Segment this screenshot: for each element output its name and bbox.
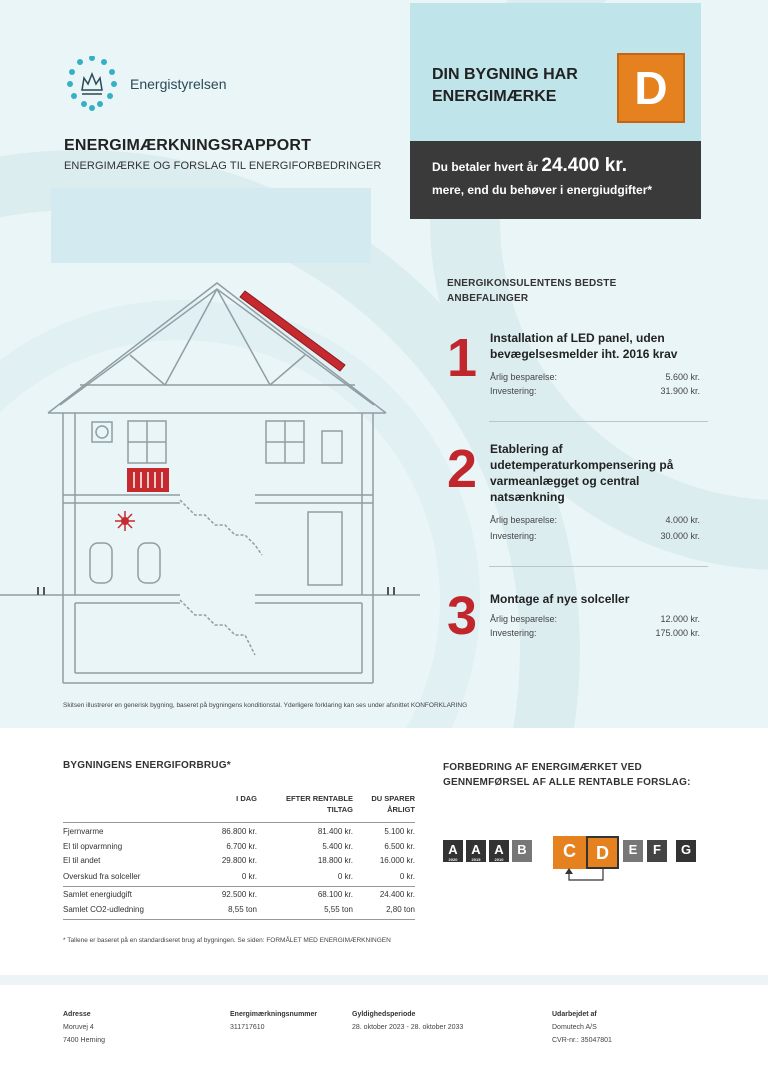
investment-label: Investering: [490,628,537,638]
row-label: El til andet [63,856,101,865]
scale-letter: B [517,842,527,857]
label-heading-line2: ENERGIMÆRKE [432,88,557,105]
investment-label: Investering: [490,531,537,541]
cost-suffix: mere, end du behøver i energiudgifter* [432,183,653,197]
table-divider [63,886,415,887]
recommendation-item [447,441,709,551]
improvement-heading [443,760,713,790]
footer-issuer-line2: CVR-nr.: 35047801 [552,1037,612,1044]
cost-line [432,155,627,177]
table-divider [63,822,415,823]
cost-amount: 24.400 kr. [541,155,627,176]
table-row [63,872,415,886]
energy-label-heading [432,64,602,108]
address-placeholder-box [51,188,371,263]
org-name: Energistyrelsen [130,76,227,92]
table-total-row [63,890,415,904]
row-save: 24.400 kr. [379,890,415,899]
savings-label: Årlig besparelse: [490,614,558,624]
row-label: Samlet CO2-udledning [63,905,144,914]
scale-letter: A [494,842,504,857]
recommendation-title: Installation af LED panel, uden bevægelsesmelder iht. 2016 krav [490,331,678,361]
recommendation-number: 1 [447,328,478,388]
improvement-heading-line2: GENNEMFØRSEL AF ALLE RENTABLE FORSLAG: [443,777,691,788]
savings-value: 12.000 kr. [660,614,700,624]
savings-value: 5.600 kr. [665,372,700,382]
recommendations-heading [447,276,677,306]
table-divider [63,919,415,920]
row-label: Samlet energiudgift [63,890,132,899]
recommendation-item [447,330,709,410]
scale-step-f [647,840,667,862]
footer-validity [352,1008,463,1034]
col-header-today [236,793,257,804]
scale-letter: E [628,842,638,857]
scale-step-b [512,840,532,862]
recommendation-title: Etablering af udetemperaturkompensering på varmeanlægget og central natsænkning [490,442,674,504]
consumption-heading: BYGNINGENS ENERGIFORBRUG* [63,760,231,771]
recommendation-title: Montage af nye solceller [490,592,630,606]
scale-letter: D [596,843,609,863]
row-label: Fjernvarme [63,827,104,836]
table-footnote: * Tallene er baseret på en standardiseret brug af bygningen. Se siden: FORMÅLET MED ENERGIMÆRKNINGEN [63,937,391,944]
investment-value: 30.000 kr. [660,531,700,541]
recommendation-number: 3 [447,586,478,646]
scale-step-a2020 [443,840,463,862]
recommendations-heading-line1: ENERGIKONSULENTENS BEDSTE [447,278,617,289]
energy-grade-badge: D [617,53,685,123]
footer-label-number [230,1008,317,1034]
scale-step-a2010 [489,840,509,862]
scale-sub: 2010 [494,857,504,862]
improvement-arrow-icon [561,868,611,886]
footer-issuer [552,1008,612,1047]
row-after: 5,55 ton [324,905,353,914]
scale-step-g [676,840,696,862]
scale-letter: A [448,842,458,857]
footer-issuer-line1: Domutech A/S [552,1024,597,1031]
scale-sub: 2015 [471,857,481,862]
recommendation-number: 2 [447,439,478,499]
footer-address [63,1008,105,1047]
savings-label: Årlig besparelse: [490,515,558,525]
house-illustration [0,275,420,695]
footer-address-line2: 7400 Herning [63,1037,106,1044]
investment-value: 175.000 kr. [655,628,700,638]
row-save: 16.000 kr. [379,856,415,865]
col-header-save-line1: DU SPARER [371,794,415,803]
col-header-after-line1: EFTER RENTABLE [286,794,353,803]
footer-validity-label: Gyldighedsperiode [352,1011,416,1018]
energy-scale [443,836,703,886]
row-today: 92.500 kr. [221,890,257,899]
divider [489,421,708,422]
recommendation-item [447,588,709,648]
savings-label: Årlig besparelse: [490,372,558,382]
cost-panel [410,141,701,219]
col-header-save-line2: ÅRLIGT [387,805,415,814]
row-today: 8,55 ton [228,905,257,914]
row-today: 29.800 kr. [221,856,257,865]
table-row [63,842,415,856]
table-row [63,856,415,870]
divider [489,566,708,567]
scale-letter: C [563,841,576,861]
row-after: 68.100 kr. [317,890,353,899]
scale-step-c-target [553,836,586,869]
savings-value: 4.000 kr. [665,515,700,525]
row-today: 6.700 kr. [226,842,257,851]
scale-sub: 2020 [448,857,458,862]
table-row [63,827,415,841]
house-illustration-note: Skitsen illustrerer en generisk bygning, baseret på bygningens konditionstal. Yderligere forklaring kan ses under afsnittet KONFORKLARING [63,702,468,709]
col-header-after [286,793,353,815]
scale-letter: G [680,842,692,857]
recommendations-heading-line2: ANBEFALINGER [447,293,529,304]
improvement-heading-line1: FORBEDRING AF ENERGIMÆRKET VED [443,762,642,773]
investment-label: Investering: [490,386,537,396]
row-today: 0 kr. [241,872,257,881]
col-header-today-label: I DAG [236,794,257,803]
row-after: 0 kr. [337,872,353,881]
label-heading-line1: DIN BYGNING HAR [432,66,578,83]
footer-number-value: 311717610 [230,1024,265,1031]
footer-number-label: Energimærkningsnummer [230,1011,318,1018]
footer-validity-value: 28. oktober 2023 - 28. oktober 2033 [352,1024,464,1031]
col-header-save [371,793,415,815]
scale-letter: A [471,842,481,857]
col-header-after-line2: TILTAG [327,805,353,814]
row-save: 2,80 ton [386,905,415,914]
scale-step-e [623,840,643,862]
footer-issuer-label: Udarbejdet af [552,1011,597,1018]
scale-letter: F [653,842,661,857]
investment-value: 31.900 kr. [660,386,700,396]
row-after: 18.800 kr. [317,856,353,865]
table-total-row [63,905,415,919]
row-save: 6.500 kr. [384,842,415,851]
footer-address-label: Adresse [63,1011,91,1018]
footer-divider-band [0,975,768,985]
row-save: 5.100 kr. [384,827,415,836]
scale-step-d-current [586,836,619,869]
cost-prefix: Du betaler hvert år [432,160,539,174]
row-label: Overskud fra solceller [63,872,141,881]
row-label: El til opvarmning [63,842,123,851]
footer-address-line1: Moruvej 4 [63,1024,94,1031]
row-after: 81.400 kr. [317,827,353,836]
report-subtitle: ENERGIMÆRKE OG FORSLAG TIL ENERGIFORBEDRINGER [64,160,382,172]
scale-step-a2015 [466,840,486,862]
row-save: 0 kr. [399,872,415,881]
row-after: 5.400 kr. [322,842,353,851]
report-title: ENERGIMÆRKNINGSRAPPORT [64,137,312,154]
row-today: 86.800 kr. [221,827,257,836]
